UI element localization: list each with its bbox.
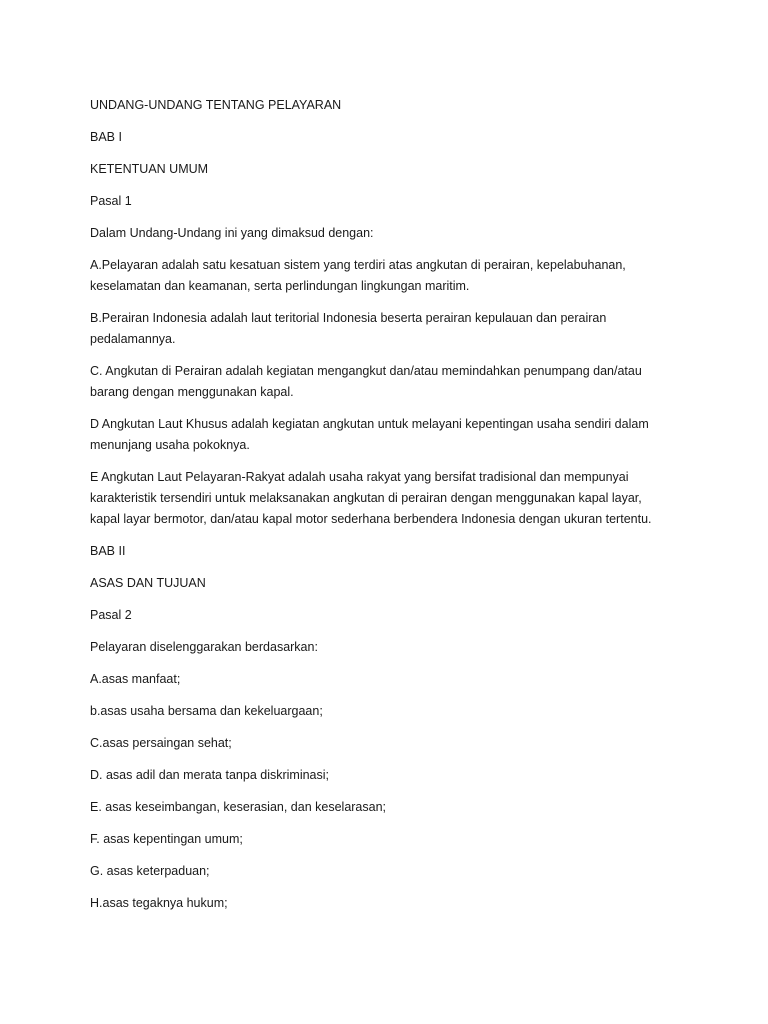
definition-paragraph: D Angkutan Laut Khusus adalah kegiatan angkutan untuk melayani kepentingan usaha sendiri dalam menunjang usaha pokoknya. xyxy=(90,417,649,452)
list-item: A.asas manfaat; xyxy=(90,672,181,686)
list-item: C.asas persaingan sehat; xyxy=(90,736,232,750)
paragraph: Dalam Undang-Undang ini yang dimaksud dengan: xyxy=(90,226,374,240)
list-item: b.asas usaha bersama dan kekeluargaan; xyxy=(90,704,323,718)
list-item: H.asas tegaknya hukum; xyxy=(90,896,228,910)
definition-paragraph: E Angkutan Laut Pelayaran-Rakyat adalah usaha rakyat yang bersifat tradisional dan mempunyai karakteristik tersendiri untuk melaksanakan angkutan di perairan dengan menggunakan kapal layar, kapal layar bermotor, dan/atau kapal motor sederhana berbendera Indonesia dengan ukuran tertentu. xyxy=(90,470,652,526)
list-item: D. asas adil dan merata tanpa diskriminasi; xyxy=(90,768,330,782)
list-item: G. asas keterpaduan; xyxy=(90,864,210,878)
list-item: E. asas keseimbangan, keserasian, dan keselarasan; xyxy=(90,800,387,814)
definition-paragraph: B.Perairan Indonesia adalah laut teritorial Indonesia beserta perairan kepulauan dan perairan pedalamannya. xyxy=(90,311,607,346)
chapter-heading: BAB II xyxy=(90,544,126,558)
definition-paragraph: A.Pelayaran adalah satu kesatuan sistem yang terdiri atas angkutan di perairan, kepelabuhanan, keselamatan dan keamanan, serta perlindungan lingkungan maritim. xyxy=(90,258,626,293)
document-title: UNDANG-UNDANG TENTANG PELAYARAN xyxy=(90,98,342,112)
article-heading: Pasal 2 xyxy=(90,608,132,622)
chapter-title: ASAS DAN TUJUAN xyxy=(90,576,206,590)
definition-paragraph: C. Angkutan di Perairan adalah kegiatan mengangkut dan/atau memindahkan penumpang dan/atau barang dengan menggunakan kapal. xyxy=(90,364,642,399)
document-page xyxy=(90,95,690,925)
article-heading: Pasal 1 xyxy=(90,194,132,208)
chapter-title: KETENTUAN UMUM xyxy=(90,162,209,176)
chapter-heading: BAB I xyxy=(90,130,122,144)
list-item: F. asas kepentingan umum; xyxy=(90,832,243,846)
paragraph: Pelayaran diselenggarakan berdasarkan: xyxy=(90,640,318,654)
